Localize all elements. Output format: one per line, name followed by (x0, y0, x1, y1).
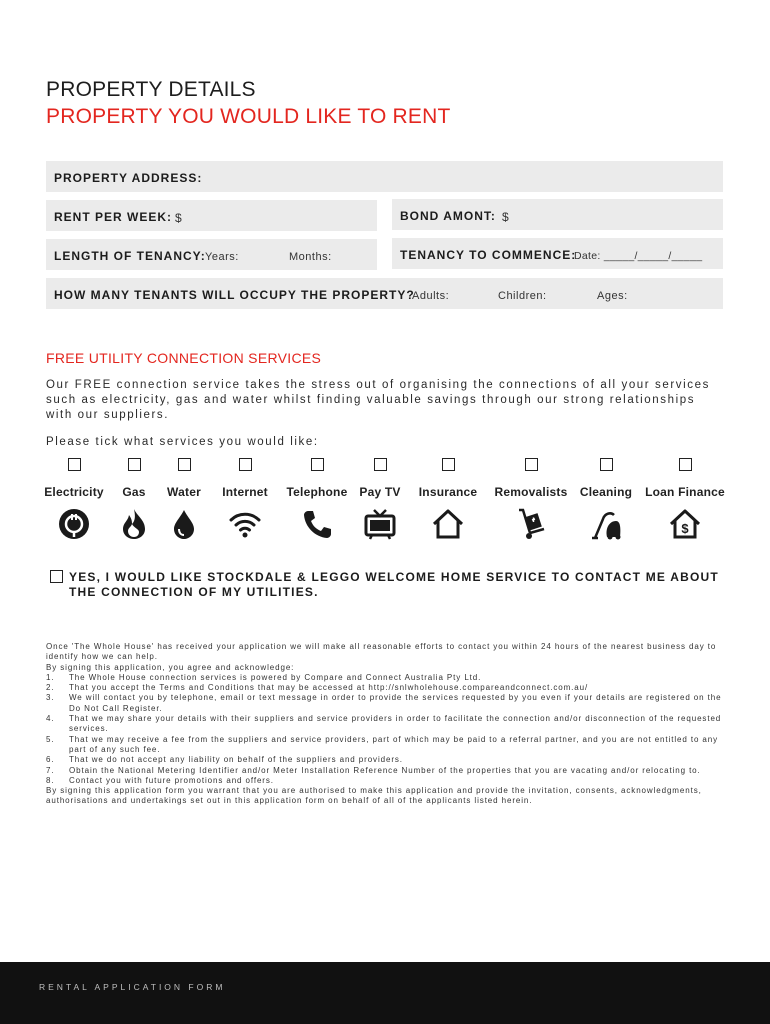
service-water (162, 458, 206, 541)
terms-closing: By signing this application form you warrant that you are authorised to make this application and provide the invitation, consents, acknowledgments, authorisations and undertakings set out in this application form on behalf of all of the applicants listed herein. (46, 786, 702, 806)
service-label: Gas (122, 485, 146, 499)
svg-text:$: $ (681, 521, 689, 536)
service-cleaning (578, 458, 634, 541)
tv-icon (363, 507, 397, 541)
service-insurance (416, 458, 480, 541)
terms-item-text: Obtain the National Metering Identifier and/or Meter Installation Reference Number of the properties that you are vacating and/or relocating to. (69, 765, 701, 775)
property-address-field[interactable] (46, 161, 723, 192)
service-label: Removalists (494, 485, 568, 499)
terms-item (46, 714, 736, 735)
wifi-icon (228, 507, 262, 541)
service-label: Internet (222, 485, 268, 499)
tenants-label: HOW MANY TENANTS WILL OCCUPY THE PROPERTY? (54, 288, 415, 302)
house-dollar-icon (668, 507, 702, 541)
tenancy-commence-label: TENANCY TO COMMENCE: (400, 248, 577, 262)
adults-label: Adults: (412, 290, 450, 302)
terms-item-text: That we may receive a fee from the suppliers and service providers, part of which may be paid to a referral partner, and you are not entitled to any part of any such fee. (69, 734, 719, 754)
terms-block (46, 642, 736, 807)
terms-item-number: 8. (46, 775, 55, 785)
terms-item-text: We will contact you by telephone, email or text message in order to provide the services requested by you even if your details are registered on the Do Not Call Register. (69, 693, 722, 713)
footer-bar (0, 962, 770, 1024)
bond-amount-field[interactable] (392, 199, 723, 230)
service-removalists (492, 458, 570, 541)
removalists-checkbox[interactable] (525, 458, 538, 471)
terms-item-number: 3. (46, 693, 55, 703)
service-pay-tv (358, 458, 402, 541)
pay-tv-checkbox[interactable] (374, 458, 387, 471)
terms-ack: By signing this application, you agree and acknowledge: (46, 662, 295, 672)
terms-item-text: That we may share your details with their suppliers and service providers in order to facilitate the connection and/or disconnection of the requested services. (69, 714, 722, 734)
date-label: Date: _____/_____/_____ (574, 250, 703, 262)
service-label: Electricity (44, 485, 104, 499)
terms-item-number: 4. (46, 714, 55, 724)
terms-item-number: 2. (46, 683, 55, 693)
terms-item-text: Contact you with future promotions and offers. (69, 775, 274, 785)
service-loan-finance (643, 458, 727, 541)
terms-intro: Once 'The Whole House' has received your application we will make all reasonable efforts to contact you within 24 hours of the nearest business day to identify how we can help. (46, 642, 717, 662)
terms-item-text: That you accept the Terms and Conditions that may be accessed at http://snlwholehouse.compareandconnect.com.au/ (69, 683, 589, 693)
cleaning-checkbox[interactable] (600, 458, 613, 471)
service-label: Loan Finance (645, 485, 725, 499)
service-label: Pay TV (359, 485, 401, 499)
rent-currency: $ (175, 211, 183, 225)
utilities-consent-checkbox[interactable] (50, 570, 63, 583)
months-label: Months: (289, 251, 332, 263)
ages-label: Ages: (597, 290, 628, 302)
house-icon (431, 507, 465, 541)
insurance-checkbox[interactable] (442, 458, 455, 471)
rent-per-week-field[interactable] (46, 200, 377, 231)
rent-per-week-label: RENT PER WEEK: (54, 210, 173, 224)
service-internet (218, 458, 272, 541)
telephone-icon (300, 507, 334, 541)
terms-item-number: 5. (46, 734, 55, 744)
page-subtitle: PROPERTY YOU WOULD LIKE TO RENT (46, 105, 451, 128)
terms-item-number: 6. (46, 755, 55, 765)
terms-item-number: 1. (46, 672, 55, 682)
service-label: Insurance (418, 485, 478, 499)
terms-item (46, 776, 736, 786)
telephone-checkbox[interactable] (311, 458, 324, 471)
service-label: Water (167, 485, 201, 499)
tenancy-commence-field[interactable] (392, 238, 723, 269)
terms-item (46, 755, 736, 765)
internet-checkbox[interactable] (239, 458, 252, 471)
loan-finance-checkbox[interactable] (679, 458, 692, 471)
terms-item (46, 693, 736, 714)
terms-item (46, 673, 736, 683)
service-label: Cleaning (579, 485, 633, 499)
page-title: PROPERTY DETAILS (46, 78, 256, 101)
utilities-intro: Our FREE connection service takes the stress out of organising the connections of all your services such as electricity, gas and water whilst finding valuable savings through our strong relationships with our suppliers. (46, 379, 711, 421)
utilities-consent-text: YES, I WOULD LIKE STOCKDALE & LEGGO WELCOME HOME SERVICE TO CONTACT ME ABOUT THE CONNECTION OF MY UTILITIES. (69, 570, 719, 599)
terms-item (46, 683, 736, 693)
terms-item-number: 7. (46, 765, 55, 775)
property-address-label: PROPERTY ADDRESS: (54, 171, 203, 185)
flame-icon (117, 507, 151, 541)
plug-icon (57, 507, 91, 541)
terms-item (46, 766, 736, 776)
utilities-section-title: FREE UTILITY CONNECTION SERVICES (46, 350, 322, 366)
service-electricity (43, 458, 105, 541)
water-drop-icon (167, 507, 201, 541)
tick-prompt: Please tick what services you would like: (46, 436, 319, 448)
service-label: Telephone (286, 485, 348, 499)
footer-text: RENTAL APPLICATION FORM (39, 982, 226, 992)
terms-item-text: That we do not accept any liability on behalf of the suppliers and providers. (69, 755, 403, 765)
electricity-checkbox[interactable] (68, 458, 81, 471)
bond-amount-label: BOND AMONT: (400, 209, 496, 223)
length-of-tenancy-label: LENGTH OF TENANCY: (54, 249, 206, 263)
service-telephone (284, 458, 350, 541)
length-of-tenancy-field[interactable] (46, 239, 377, 270)
tenants-field[interactable] (46, 278, 723, 309)
vacuum-icon (589, 507, 623, 541)
bond-currency: $ (502, 210, 510, 224)
years-label: Years: (205, 251, 239, 263)
service-gas (116, 458, 152, 541)
terms-item-text: The Whole House connection services is powered by Compare and Connect Australia Pty Ltd. (69, 672, 482, 682)
water-checkbox[interactable] (178, 458, 191, 471)
terms-item (46, 735, 736, 756)
gas-checkbox[interactable] (128, 458, 141, 471)
children-label: Children: (498, 290, 547, 302)
hand-truck-icon (514, 507, 548, 541)
